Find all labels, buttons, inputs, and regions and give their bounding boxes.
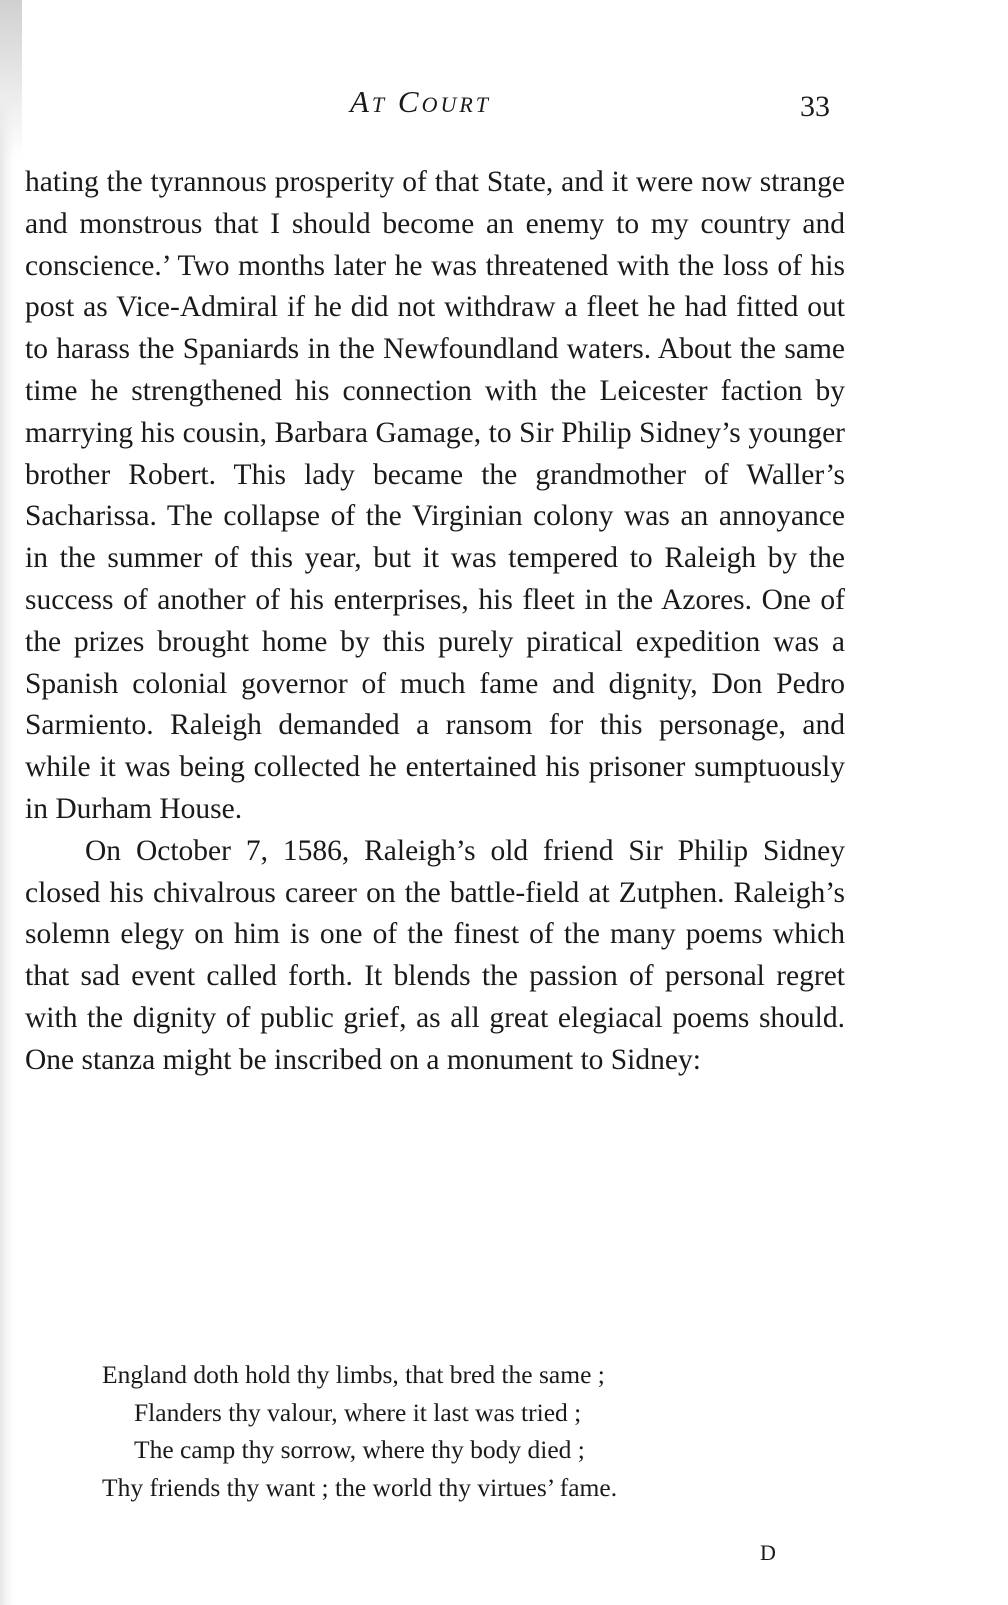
scan-gutter-shadow bbox=[0, 0, 14, 1605]
verse-line-2: Flanders thy valour, where it last was tried ; bbox=[134, 1397, 582, 1427]
verse-line-3: The camp thy sorrow, where thy body died ; bbox=[134, 1435, 585, 1464]
paragraph-2: On October 7, 1586, Raleigh’s old friend Sir Philip Sidney closed his chivalrous career on the battle-field at Zutphen. Raleigh’s solemn elegy on him is one of the finest of the many poems which that sad event called forth. It blends the passion of personal regret with the dignity of public grief, as all great elegiacal poems should. One stanza might be inscribed on a monument to Sidney: bbox=[25, 834, 845, 1076]
elegy-stanza bbox=[102, 1356, 862, 1506]
scan-corner-shadow bbox=[0, 0, 22, 160]
verse-line-4: Thy friends thy want ; the world thy virtues’ fame. bbox=[102, 1472, 618, 1502]
page-number: 33 bbox=[800, 90, 830, 123]
verse-line-1: England doth hold thy limbs, that bred the same ; bbox=[102, 1360, 605, 1389]
body-text bbox=[25, 162, 845, 1082]
running-head bbox=[0, 84, 1008, 134]
paragraph-1: hating the tyrannous prosperity of that State, and it were now strange and monstrous that I should become an enemy to my country and conscience.’ Two months later he was threatened with the loss of his post as Vice-Admiral if he did not withdraw a fleet he had fitted out to harass the Spaniards in the Newfoundland waters. About the same time he strengthened his connection with the Leicester faction by marrying his cousin, Barbara Gamage, to Sir Philip Sidney’s younger brother Robert. This lady became the grandmother of Waller’s Sacharissa. The collapse of the Virginian colony was an annoyance in the summer of this year, but it was tempered to Raleigh by the success of another of his enterprises, his fleet in the Azores. One of the prizes brought home by this purely piratical expedition was a Spanish colonial governor of much fame and dignity, Don Pedro Sarmiento. Raleigh demanded a ransom for this personage, and while it was being collected he entertained his prisoner sumptuously in Durham House. bbox=[25, 166, 845, 825]
signature-mark: D bbox=[760, 1540, 776, 1565]
running-title: At Court bbox=[350, 84, 492, 119]
